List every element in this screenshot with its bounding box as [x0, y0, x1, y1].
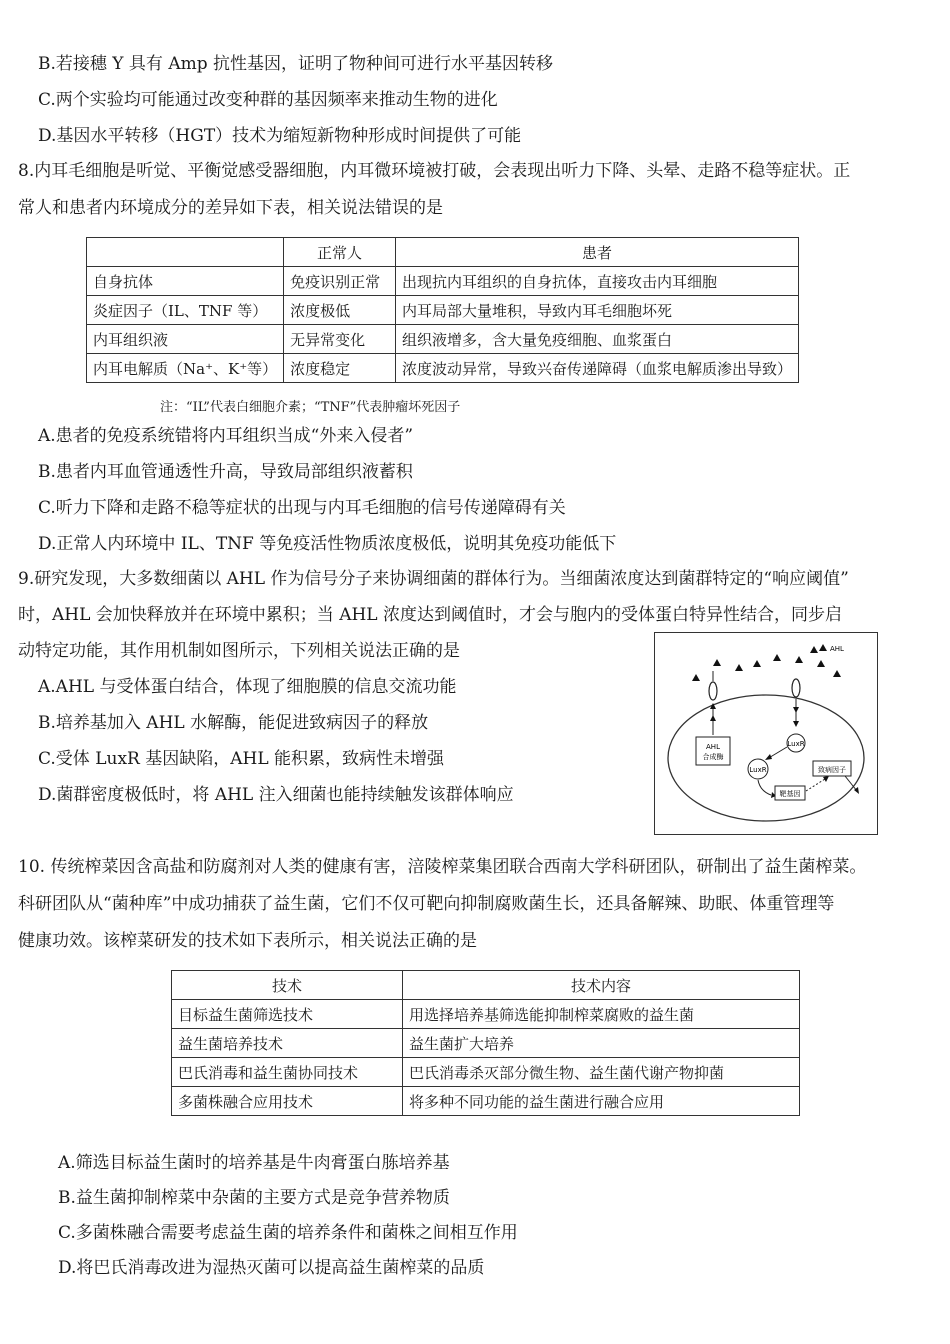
table-row — [172, 1000, 800, 1029]
membrane-channel-left — [709, 682, 717, 700]
ahl-synthase-label-2: 合成酶 — [702, 753, 724, 761]
arrow-head-icon — [793, 721, 799, 727]
q8-option-c: C.听力下降和走路不稳等症状的出现与内耳毛细胞的信号传递障碍有关 — [38, 498, 566, 518]
q9-option-c: C.受体 LuxR 基因缺陷，AHL 能积累，致病性未增强 — [38, 749, 445, 769]
table-cell: 用选择培养基筛选能抑制榨菜腐败的益生菌 — [403, 1000, 800, 1029]
table-cell: 益生菌扩大培养 — [403, 1029, 800, 1058]
ahl-molecule-icons — [692, 646, 841, 681]
table-cell: 内耳局部大量堆积，导致内耳毛细胞坏死 — [395, 296, 798, 325]
table-row — [172, 1087, 800, 1116]
table-row — [87, 325, 799, 354]
q9-stem-line3: 动特定功能，其作用机制如图所示，下列相关说法正确的是 — [18, 641, 460, 661]
table-cell: 自身抗体 — [87, 267, 284, 296]
table-cell: 浓度极低 — [284, 296, 396, 325]
q9-stem-line1: 9.研究发现，大多数细菌以 AHL 作为信号分子来协调细菌的群体行为。当细菌浓度达到菌群特定的“响应阈值” — [18, 569, 849, 589]
table-cell: 浓度稳定 — [284, 354, 396, 383]
q7-option-c: C.两个实验均可能通过改变种群的基因频率来推动生物的进化 — [38, 90, 498, 110]
table-cell: 免疫识别正常 — [284, 267, 396, 296]
q9-option-d: D.菌群密度极低时，将 AHL 注入细菌也能持续触发该群体响应 — [38, 785, 514, 805]
q8-stem-line2: 常人和患者内环境成分的差异如下表，相关说法错误的是 — [18, 198, 443, 218]
table-row — [172, 1029, 800, 1058]
q8-option-b: B.患者内耳血管通透性升高，导致局部组织液蓄积 — [38, 462, 413, 482]
table-header-row — [172, 971, 800, 1000]
q10-option-b: B.益生菌抑制榨菜中杂菌的主要方式是竞争营养物质 — [58, 1188, 450, 1208]
q10-option-a: A.筛选目标益生菌时的培养基是牛肉膏蛋白胨培养基 — [58, 1153, 450, 1173]
q7-option-b: B.若接穗 Y 具有 Amp 抗性基因，证明了物种间可进行水平基因转移 — [38, 54, 554, 74]
target-gene-label: 靶基因 — [779, 790, 801, 798]
q10-stem-line1: 10. 传统榨菜因含高盐和防腐剂对人类的健康有害，涪陵榨菜集团联合西南大学科研团队，研制出了益生菌榨菜。 — [18, 857, 867, 877]
table-cell: 组织液增多，含大量免疫细胞、血浆蛋白 — [395, 325, 798, 354]
table-cell: 浓度波动异常，导致兴奋传递障碍（血浆电解质渗出导致） — [395, 354, 798, 383]
table-row — [87, 267, 799, 296]
virulence-factor-label: 致病因子 — [818, 766, 846, 774]
table-cell: 内耳组织液 — [87, 325, 284, 354]
table-cell: 目标益生菌筛选技术 — [172, 1000, 403, 1029]
table-cell: 益生菌培养技术 — [172, 1029, 403, 1058]
legend-ahl-label: AHL — [830, 645, 844, 653]
q8-stem-line1: 8.内耳毛细胞是听觉、平衡觉感受器细胞，内耳微环境被打破，会表现出听力下降、头晕、走路不稳等症状。正 — [18, 161, 851, 181]
table-header-row — [87, 238, 799, 267]
q8-table-note: 注：“IL”代表白细胞介素；“TNF”代表肿瘤坏死因子 — [160, 400, 461, 415]
arrow-head-icon — [765, 754, 772, 760]
table-cell: 将多种不同功能的益生菌进行融合应用 — [403, 1087, 800, 1116]
table-cell: 出现抗内耳组织的自身抗体，直接攻击内耳细胞 — [395, 267, 798, 296]
arrow-head-icon — [823, 776, 829, 782]
q8-option-d: D.正常人内环境中 IL、TNF 等免疫活性物质浓度极低，说明其免疫功能低下 — [38, 534, 617, 554]
table-row — [87, 354, 799, 383]
ahl-entering-icon — [793, 707, 799, 713]
table-header-cell: 患者 — [395, 238, 798, 267]
ahl-synthase-label-1: AHL — [706, 743, 720, 751]
q9-stem-line2: 时，AHL 会加快释放并在环境中累积；当 AHL 浓度达到阈值时，才会与胞内的受体蛋白特异性结合，同步启 — [18, 605, 842, 625]
q10-stem-line3: 健康功效。该榨菜研发的技术如下表所示，相关说法正确的是 — [18, 931, 477, 951]
table-cell: 巴氏消毒杀灭部分微生物、益生菌代谢产物抑菌 — [403, 1058, 800, 1087]
luxr-label: LuxR — [787, 740, 805, 748]
diagram-svg — [655, 633, 877, 834]
q8-option-a: A.患者的免疫系统错将内耳组织当成“外来入侵者” — [38, 426, 414, 446]
q9-option-b: B.培养基加入 AHL 水解酶，能促进致病因子的释放 — [38, 713, 429, 733]
table-cell: 无异常变化 — [284, 325, 396, 354]
ahl-mechanism-diagram — [654, 632, 878, 835]
table-header-cell: 技术内容 — [403, 971, 800, 1000]
table-cell: 炎症因子（IL、TNF 等） — [87, 296, 284, 325]
table-header-cell — [87, 238, 284, 267]
membrane-channel-right — [792, 679, 800, 697]
legend-ahl-icon — [819, 644, 827, 651]
ahl-intracellular-icon — [710, 715, 716, 721]
table-row — [87, 296, 799, 325]
table-header-cell: 技术 — [172, 971, 403, 1000]
q7-option-d: D.基因水平转移（HGT）技术为缩短新物种形成时间提供了可能 — [38, 126, 522, 146]
q10-stem-line2: 科研团队从“菌种库”中成功捕获了益生菌，它们不仅可靶向抑制腐败菌生长，还具备解辣、助眠、体重管理等 — [18, 894, 835, 914]
table-row — [172, 1058, 800, 1087]
table-cell: 多菌株融合应用技术 — [172, 1087, 403, 1116]
luxr-bound-label: LuxR — [749, 766, 767, 774]
table-header-cell: 正常人 — [284, 238, 396, 267]
table-cell: 内耳电解质（Na⁺、K⁺等） — [87, 354, 284, 383]
q10-option-d: D.将巴氏消毒改进为湿热灭菌可以提高益生菌榨菜的品质 — [58, 1258, 485, 1278]
q8-table — [86, 237, 799, 383]
arrow-expression — [806, 779, 825, 791]
arrow-activate — [758, 780, 771, 795]
q10-table — [171, 970, 800, 1116]
q9-option-a: A.AHL 与受体蛋白结合，体现了细胞膜的信息交流功能 — [38, 677, 457, 697]
table-cell: 巴氏消毒和益生菌协同技术 — [172, 1058, 403, 1087]
q10-option-c: C.多菌株融合需要考虑益生菌的培养条件和菌株之间相互作用 — [58, 1223, 518, 1243]
